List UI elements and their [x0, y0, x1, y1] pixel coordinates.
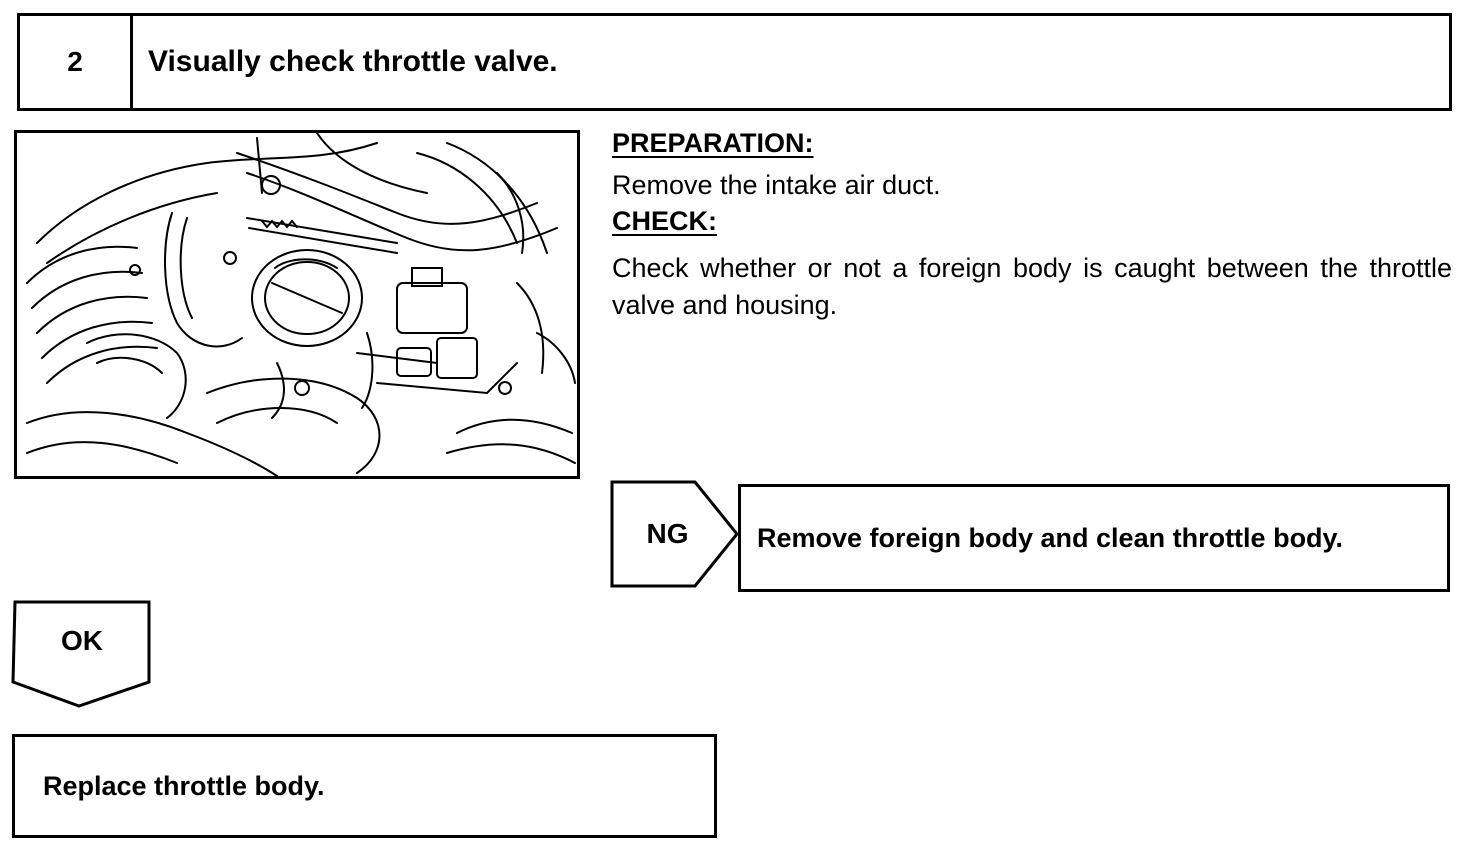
- ng-result-box: Remove foreign body and clean throttle body.: [738, 484, 1450, 592]
- ng-label: NG: [646, 518, 689, 549]
- step-header: [17, 13, 1452, 111]
- throttle-body-illustration: [14, 130, 580, 479]
- check-heading: CHECK:: [612, 206, 717, 236]
- check-text: Check whether or not a foreign body is caught between the throttle valve and housing.: [612, 253, 1452, 320]
- ok-result-box: Replace throttle body.: [12, 734, 717, 838]
- step-title: Visually check throttle valve.: [148, 45, 558, 78]
- step-number: 2: [20, 16, 133, 108]
- ok-label: OK: [61, 625, 103, 656]
- preparation-text: Remove the intake air duct.: [612, 170, 941, 200]
- preparation-heading: PREPARATION:: [612, 128, 814, 158]
- engine-drawing-icon: [17, 133, 577, 476]
